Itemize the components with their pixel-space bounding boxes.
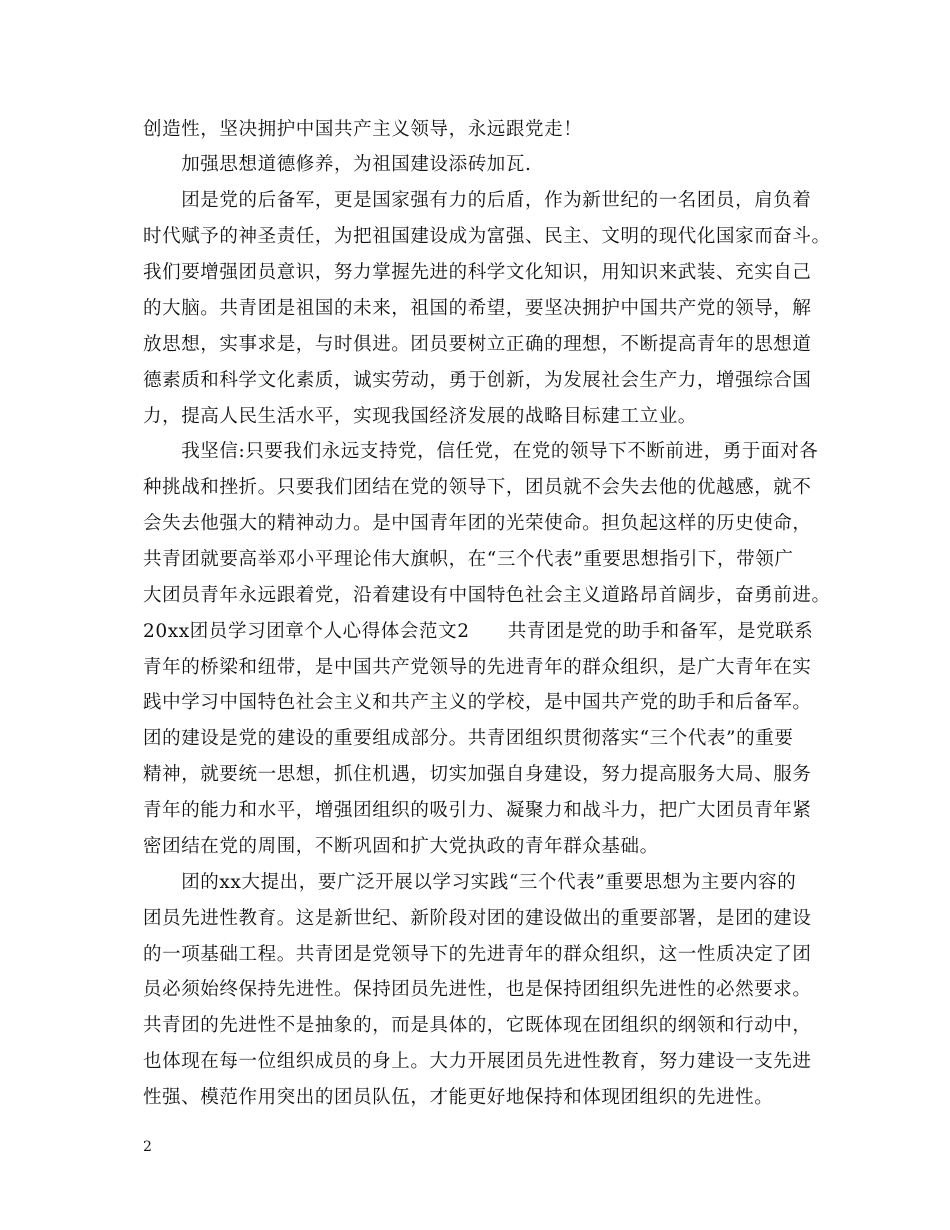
text-line: 时代赋予的神圣责任，为把祖国建设成为富强、民主、文明的现代化国家而奋斗。 xyxy=(143,226,831,247)
text-line: 团的建设是党的建设的重要组成部分。共青团组织贯彻落实“三个代表”的重要 xyxy=(143,728,794,749)
text-line: 也体现在每一位组织成员的身上。大力开展团员先进性教育，努力建设一支先进 xyxy=(143,1051,812,1072)
text-line: 青年的桥梁和纽带，是中国共产党领导的先进青年的群众组织，是广大青年在实 xyxy=(143,657,812,678)
text-line: 共青团的先进性不是抽象的，而是具体的，它既体现在团组织的纲领和行动中， xyxy=(143,1015,812,1036)
text-line: 团员先进性教育。这是新世纪、新阶段对团的建设做出的重要部署，是团的建设 xyxy=(143,908,812,929)
text-line: 精神，就要统一思想，抓住机遇，切实加强自身建设，努力提高服务大局、服务 xyxy=(143,764,812,785)
text-line: 力，提高人民生活水平，实现我国经济发展的战略目标建工立业。 xyxy=(143,406,697,427)
text-line: 团是党的后备军，更是国家强有力的后盾，作为新世纪的一名团员，肩负着 xyxy=(143,190,812,211)
text-line: 密团结在党的周围，不断巩固和扩大党执政的青年群众基础。 xyxy=(143,836,659,857)
text-line: 团的xx大提出，要广泛开展以学习实践“三个代表”重要思想为主要内容的 xyxy=(143,872,797,893)
text-line: 的大脑。共青团是祖国的未来，祖国的希望，要坚决拥护中国共产党的领导，解 xyxy=(143,298,812,319)
text-line: 性强、模范作用突出的团员队伍，才能更好地保持和体现团组织的先进性。 xyxy=(143,1087,774,1108)
text-line: 会失去他强大的精神动力。是中国青年团的光荣使命。担负起这样的历史使命， xyxy=(143,513,812,534)
text-line: 创造性，坚决拥护中国共产主义领导，永远跟党走！ xyxy=(143,119,583,140)
text-line: 种挑战和挫折。只要我们团结在党的领导下，团员就不会失去他的优越感，就不 xyxy=(143,477,812,498)
text-line: 共青团就要高举邓小平理论伟大旗帜，在“三个代表”重要思想指引下，带领广 xyxy=(143,549,794,570)
text-line: 我们要增强团员意识，努力掌握先进的科学文化知识，用知识来武装、充实自己 xyxy=(143,262,812,283)
text-line: 我坚信:只要我们永远支持党，信任党，在党的领导下不断前进，勇于面对各 xyxy=(143,441,819,462)
text-line: 青年的能力和水平，增强团组织的吸引力、凝聚力和战斗力，把广大团员青年紧 xyxy=(143,800,812,821)
text-line: 20xx团员学习团章个人心得体会范文2 共青团是党的助手和备军，是党联系 xyxy=(143,621,814,642)
text-line: 大团员青年永远跟着党，沿着建设有中国特色社会主义道路昂首阔步，奋勇前进。 xyxy=(143,585,831,606)
text-line: 加强思想道德修养，为祖国建设添砖加瓦. xyxy=(143,154,532,175)
page-number: 2 xyxy=(143,1139,152,1155)
text-line: 的一项基础工程。共青团是党领导下的先进青年的群众组织，这一性质决定了团 xyxy=(143,944,812,965)
text-line: 员必须始终保持先进性。保持团员先进性，也是保持团组织先进性的必然要求。 xyxy=(143,979,812,1000)
text-line: 放思想，实事求是，与时俱进。团员要树立正确的理想，不断提高青年的思想道 xyxy=(143,334,812,355)
text-line: 德素质和科学文化素质，诚实劳动，勇于创新，为发展社会生产力，增强综合国 xyxy=(143,370,812,391)
text-line: 践中学习中国特色社会主义和共产主义的学校，是中国共产党的助手和后备军。 xyxy=(143,692,812,713)
